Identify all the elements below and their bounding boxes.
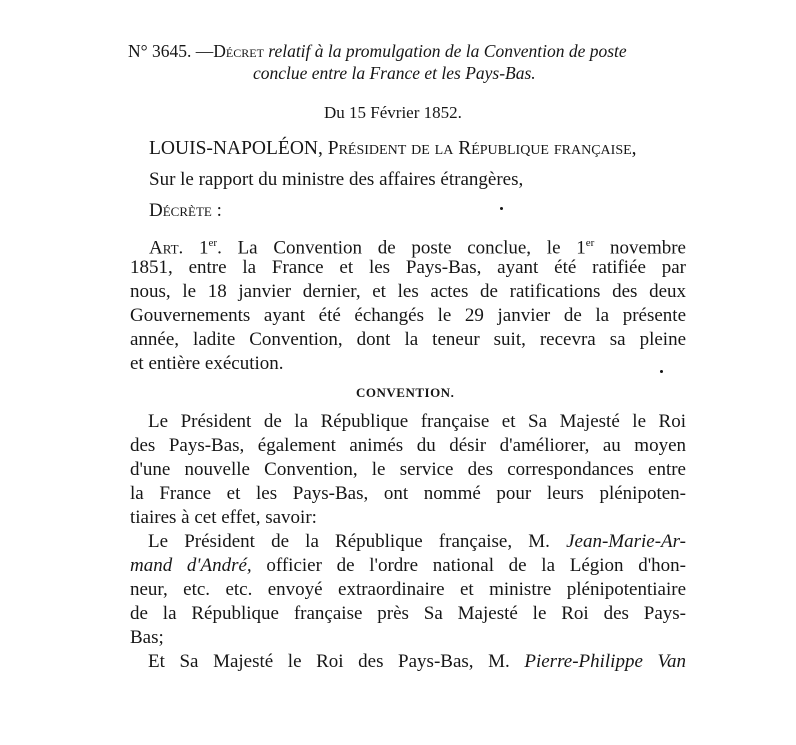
article1-line4: Gouvernements ayant été échangés le 29 janvier de la présente — [130, 305, 686, 326]
article1-end: novembre — [594, 237, 686, 259]
convention-p1-line4: la France et les Pays-Bas, ont nommé pour leurs plénipoten- — [130, 483, 686, 504]
speck-mark-2 — [660, 370, 663, 373]
decree-number: N° 3645. — [128, 41, 192, 61]
convention-p2-line5: Bas; — [130, 627, 164, 648]
decree-title — [128, 40, 627, 62]
plenipotentiary-name-fr-cont: mand d'André, — [130, 555, 252, 576]
plenipotentiary-name-fr: Jean-Marie-Ar- — [566, 531, 686, 552]
convention-p2-line4: de la République française près Sa Majesté le Roi des Pays- — [130, 603, 686, 624]
article1-line3: nous, le 18 janvier dernier, et les actes de ratifications des deux — [130, 281, 686, 302]
article1-line5: année, ladite Convention, dont la teneur suit, recevra sa pleine — [130, 329, 686, 350]
decree-title-text: relatif à la promulgation de la Convention de poste — [263, 41, 627, 61]
president-office: Président de la République française, — [327, 138, 637, 159]
convention-p2-line3: neur, etc. etc. envoyé extraordinaire et ministre plénipotentiaire — [130, 579, 686, 600]
article1-line6: et entière exécution. — [130, 353, 284, 374]
convention-p2-line1 — [148, 530, 686, 554]
article1-sup: er — [585, 237, 595, 249]
article1-text: . La Convention de poste conclue, le 1 — [217, 237, 586, 259]
speck-mark — [500, 207, 503, 210]
convention-p2-line2 — [130, 554, 686, 578]
p2-line2-text: officier de l'ordre national de la Légion d'hon- — [251, 555, 686, 576]
decree-word: Décret — [213, 41, 264, 61]
article-label: Art. 1 — [149, 237, 209, 259]
article1-line2: 1851, entre la France et les Pays-Bas, ayant été ratifiée par — [130, 257, 686, 278]
p2-line1-text: Le Président de la République française, M. — [148, 531, 567, 552]
plenipotentiary-name-nl: Pierre-Philippe Van — [524, 651, 686, 672]
convention-p1-line2: des Pays-Bas, également animés du désir d'améliorer, au moyen — [130, 435, 686, 456]
report-line: Sur le rapport du ministre des affaires étrangères, — [149, 169, 524, 190]
decrees-line: Décrète : — [149, 200, 222, 221]
p3-text: Et Sa Majesté le Roi des Pays-Bas, M. — [148, 651, 525, 672]
convention-p1-line1: Le Président de la République française et Sa Majesté le Roi — [148, 411, 686, 432]
convention-p1-line3: d'une nouvelle Convention, le service des correspondances entre — [130, 459, 686, 480]
convention-heading: CONVENTION. — [356, 385, 455, 400]
preamble-heading — [149, 137, 637, 161]
decree-title-line2: conclue entre la France et les Pays-Bas. — [253, 63, 536, 83]
convention-p3-line1 — [148, 650, 686, 674]
president-name: LOUIS-NAPOLÉON, — [149, 138, 323, 159]
decree-date: Du 15 Février 1852. — [324, 103, 462, 122]
convention-p1-line5: tiaires à cet effet, savoir: — [130, 507, 317, 528]
title-dash: — — [195, 41, 214, 61]
article-label-sup: er — [208, 237, 218, 249]
